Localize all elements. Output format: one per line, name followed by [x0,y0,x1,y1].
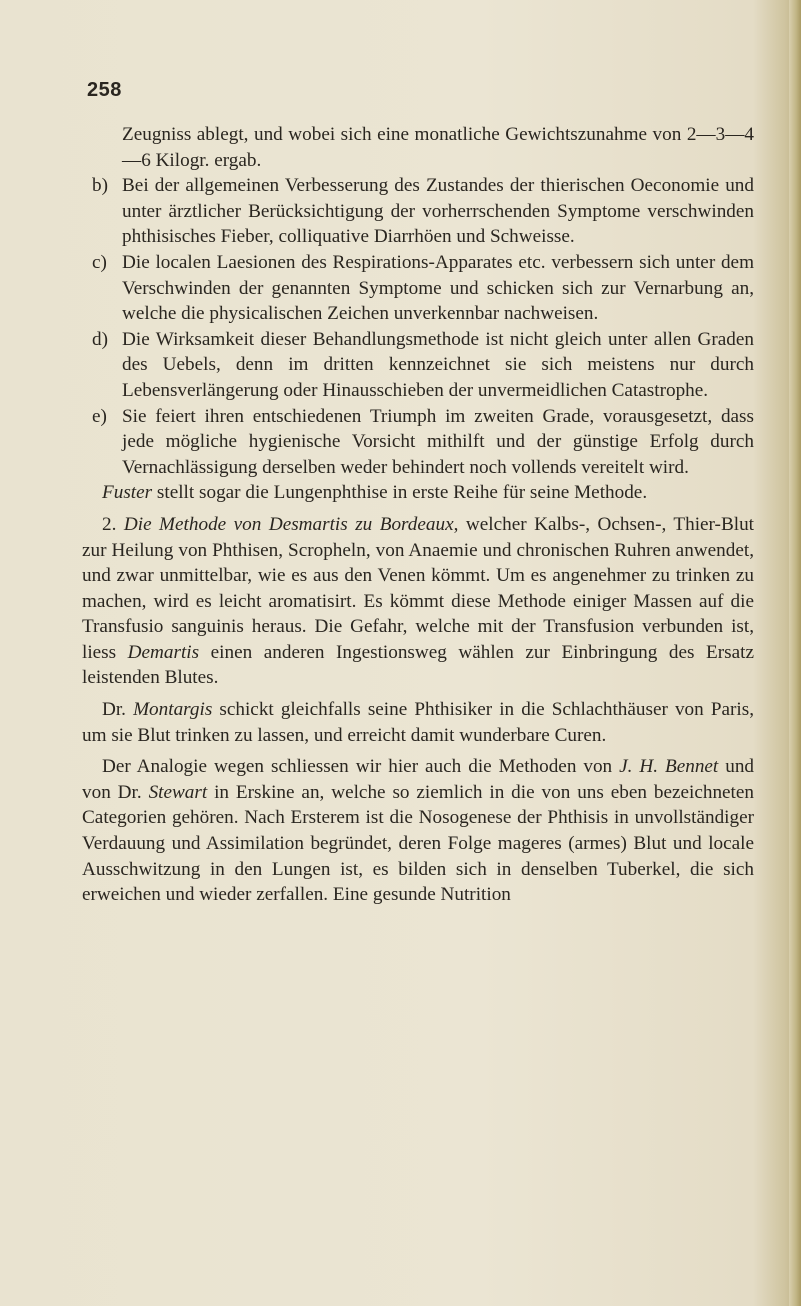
paragraph-text: einen anderen Ingestionsweg wählen zur Einbringung des Ersatz leistenden Blutes. [82,641,754,689]
list-item-text: Die localen Laesionen des Respirations-Apparates etc. verbessern sich unter dem Verschwinden der genannten Symptome und schicken sich zur Vernarbung an, welche die physicalischen Zeichen unverkennbar nachweisen. [122,251,754,325]
author-name: Stewart [148,781,208,803]
list-item-label: e) [92,405,107,427]
paragraph-text: schickt gleichfalls seine Phthisiker in die Schlachthäuser von Paris, um sie Blut trinken zu lassen, und erreicht damit wunderbare Curen. [82,699,754,746]
paragraph-text: , welcher Kalbs-, Ochsen-, Thier-Blut zur Heilung von Phthisen, Scropheln, von Anaemie und chronischen Ruhren anwendet, und zwar unmittelbar, wie es aus den Venen kömmt. Um es angenehmer zu trinken zu machen, wird es leicht aromatisirt. Es kömmt diese Methode einiger Massen auf die Transfusio sanguinis heraus. Die Gefahr, welche mit der Transfusion verbunden ist, liess [82,513,754,663]
list-item-continuation [82,122,754,173]
page-edge [789,0,801,1306]
list-item-e [82,404,754,481]
list-item-b [82,173,754,250]
list-item-text: Die Wirksamkeit dieser Behandlungsmethode ist nicht gleich unter allen Graden des Uebels, denn im dritten kennzeichnet sie sich meistens nur durch Lebensverlängerung oder Hinausschieben der unvermeidlichen Catastrophe. [122,328,754,401]
section-number: 2. [102,513,124,535]
body-text [82,122,754,908]
paragraph-text: in Erskine an, welche so ziemlich in die von uns eben bezeichneten Categorien gehören. Nach Ersterem ist die Nosogenese der Phthisis in unvollständiger Verdauung und Assimilation begründet, deren Folge mageres (armes) Blut und locale Ausschwitzung in den Lungen ist, es bilden sich in denselben Tuberkel, die sich erweichen und wieder zerfallen. Eine gesunde Nutrition [82,781,754,906]
page-number: 258 [87,79,122,101]
author-name: Demartis [127,641,200,663]
author-name: Montargis [133,699,213,721]
paragraph-fuster [82,480,754,506]
list-item-label: b) [92,175,108,197]
paragraph-analogie [82,754,754,908]
list-item-label: d) [92,328,108,350]
author-name: J. H. Bennet [619,756,719,778]
paragraph-montargis [82,697,754,748]
paragraph-text: stellt sogar die Lungenphthise in erste Reihe für seine Methode. [152,482,648,504]
list-item-text: Bei der allgemeinen Verbesserung des Zustandes der thierischen Oeconomie und unter ärztlicher Berücksichtigung der vorherrschenden Symptome verschwinden phthisisches Fieber, colliquative Diarrhöen und Schweisse. [122,175,754,248]
paragraph-desmartis [82,512,754,691]
paragraph-text: Dr. [102,699,134,721]
list-item-d [82,327,754,404]
paragraph-text: und von Dr. [82,756,755,803]
section-title: Die Methode von Desmartis zu Bordeaux [123,513,454,535]
list-item-text: Sie feiert ihren entschiedenen Triumph im zweiten Grade, vorausgesetzt, dass jede mögliche hygienische Vorsicht mithilft und der günstige Erfolg durch Vernachlässigung derselben weder behindert noch vollends vereitelt wird. [122,405,754,478]
author-name: Fuster [102,482,153,504]
list-item-label: c) [92,251,107,273]
list-item-c [82,250,754,327]
paragraph-text: Der Analogie wegen schliessen wir hier auch die Methoden von [102,756,620,778]
list-item-text: Zeugniss ablegt, und wobei sich eine monatliche Gewichtszunahme von 2—3—4—6 Kilogr. ergab. [122,124,754,171]
